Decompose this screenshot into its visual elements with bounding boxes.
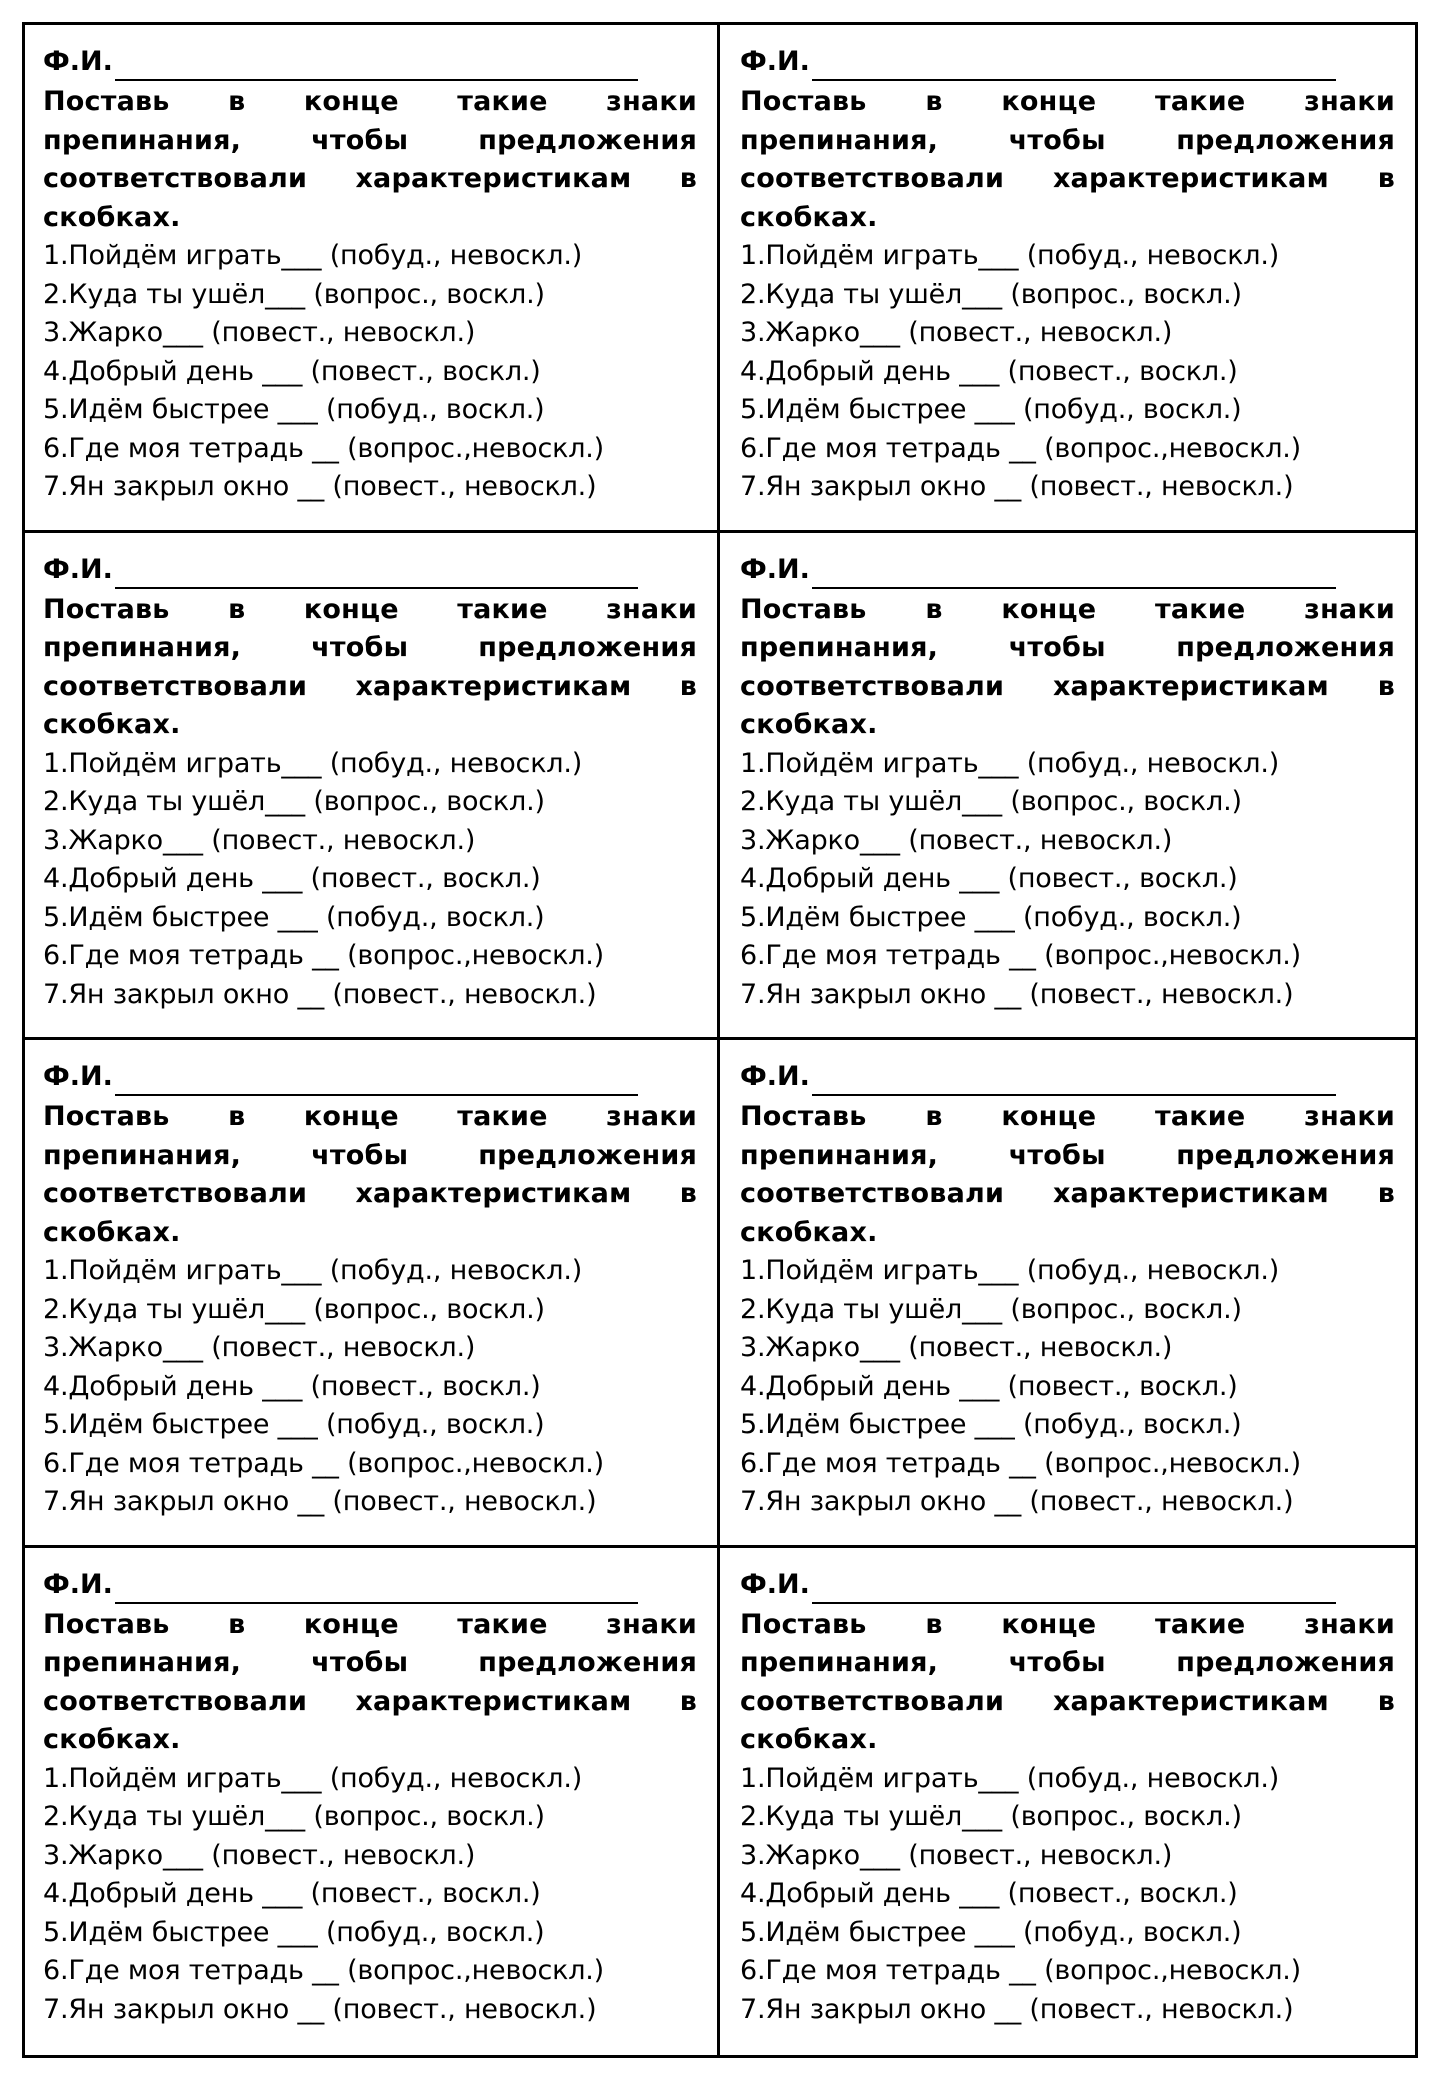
exercise-item: 1.Пойдём играть___ (побуд., невоскл.) xyxy=(740,1255,1280,1286)
exercise-item: 6.Где моя тетрадь __ (вопрос.,невоскл.) xyxy=(43,1447,605,1479)
exercise-item: 1.Пойдём играть___ (побуд., невоскл.) xyxy=(43,240,583,271)
name-blank[interactable] xyxy=(115,1068,638,1096)
instruction-text: Поставь в конце такие знаки препинания, чтобы предложения соответствовали характеристикам в скобках. xyxy=(43,1101,697,1248)
exercise-item: 4.Добрый день ___ (повест., воскл.) xyxy=(740,1878,1238,1909)
exercise-item: 2.Куда ты ушёл___ (вопрос., воскл.) xyxy=(43,278,545,310)
exercise-item: 2.Куда ты ушёл___ (вопрос., воскл.) xyxy=(740,786,1242,817)
exercise-item: 7.Ян закрыл окно __ (повест., невоскл.) xyxy=(740,978,1294,1010)
exercise-item: 4.Добрый день ___ (повест., воскл.) xyxy=(740,863,1238,894)
exercise-item: 4.Добрый день ___ (повест., воскл.) xyxy=(740,1370,1238,1402)
name-blank[interactable] xyxy=(812,1576,1336,1604)
name-line xyxy=(740,1058,1395,1096)
exercise-item: 3.Жарко___ (повест., невоскл.) xyxy=(740,1332,1173,1363)
exercise-item: 1.Пойдём играть___ (побуд., невоскл.) xyxy=(740,747,1280,779)
instruction-text: Поставь в конце такие знаки препинания, чтобы предложения соответствовали характеристикам в скобках. xyxy=(43,1608,697,1755)
exercise-item: 2.Куда ты ушёл___ (вопрос., воскл.) xyxy=(43,786,545,817)
instruction-text: Поставь в конце такие знаки препинания, чтобы предложения соответствовали характеристикам в скобках. xyxy=(740,593,1395,740)
exercise-item: 5.Идём быстрее ___ (побуд., воскл.) xyxy=(740,394,1242,425)
exercise-item: 2.Куда ты ушёл___ (вопрос., воскл.) xyxy=(43,1801,545,1832)
worksheet-card-7 xyxy=(25,1548,720,2056)
name-line xyxy=(740,1566,1395,1604)
name-blank[interactable] xyxy=(115,1576,638,1604)
instruction-text: Поставь в конце такие знаки препинания, чтобы предложения соответствовали характеристикам в скобках. xyxy=(740,86,1395,233)
exercise-item: 1.Пойдём играть___ (побуд., невоскл.) xyxy=(740,240,1280,271)
worksheet-sheet xyxy=(22,22,1418,2058)
instruction-text: Поставь в конце такие знаки препинания, чтобы предложения соответствовали характеристикам в скобках. xyxy=(43,593,697,740)
exercise-item: 2.Куда ты ушёл___ (вопрос., воскл.) xyxy=(43,1293,545,1325)
exercise-item: 3.Жарко___ (повест., невоскл.) xyxy=(740,824,1173,856)
exercise-item: 4.Добрый день ___ (повест., воскл.) xyxy=(43,355,541,387)
exercise-item: 7.Ян закрыл окно __ (повест., невоскл.) xyxy=(43,978,597,1010)
exercise-list xyxy=(43,1760,697,2030)
name-label: Ф.И. xyxy=(740,1061,810,1092)
name-line xyxy=(43,43,697,81)
exercise-item: 6.Где моя тетрадь __ (вопрос.,невоскл.) xyxy=(43,1955,605,1986)
exercise-item: 6.Где моя тетрадь __ (вопрос.,невоскл.) xyxy=(740,432,1302,464)
exercise-item: 4.Добрый день ___ (повест., воскл.) xyxy=(43,863,541,894)
exercise-item: 1.Пойдём играть___ (побуд., невоскл.) xyxy=(43,747,583,779)
exercise-list xyxy=(43,237,697,507)
exercise-item: 4.Добрый день ___ (повест., воскл.) xyxy=(740,355,1238,387)
worksheet-card-8 xyxy=(720,1548,1415,2056)
name-label: Ф.И. xyxy=(740,46,810,77)
exercise-list xyxy=(43,1252,697,1522)
exercise-list xyxy=(740,1252,1395,1522)
name-line xyxy=(43,551,697,589)
exercise-item: 2.Куда ты ушёл___ (вопрос., воскл.) xyxy=(740,1801,1242,1832)
name-line xyxy=(43,1566,697,1604)
instruction-text: Поставь в конце такие знаки препинания, чтобы предложения соответствовали характеристикам в скобках. xyxy=(43,86,697,233)
exercise-item: 5.Идём быстрее ___ (побуд., воскл.) xyxy=(43,394,545,425)
instruction-text: Поставь в конце такие знаки препинания, чтобы предложения соответствовали характеристикам в скобках. xyxy=(740,1101,1395,1248)
exercise-item: 4.Добрый день ___ (повест., воскл.) xyxy=(43,1878,541,1909)
exercise-item: 7.Ян закрыл окно __ (повест., невоскл.) xyxy=(43,471,597,502)
name-label: Ф.И. xyxy=(43,1061,113,1092)
exercise-item: 6.Где моя тетрадь __ (вопрос.,невоскл.) xyxy=(740,1447,1302,1479)
name-line xyxy=(740,43,1395,81)
exercise-item: 7.Ян закрыл окно __ (повест., невоскл.) xyxy=(740,1993,1294,2025)
exercise-item: 3.Жарко___ (повест., невоскл.) xyxy=(740,1839,1173,1871)
exercise-list xyxy=(740,237,1395,507)
exercise-item: 5.Идём быстрее ___ (побуд., воскл.) xyxy=(740,1916,1242,1948)
exercise-item: 3.Жарко___ (повест., невоскл.) xyxy=(740,317,1173,348)
worksheet-card-6 xyxy=(720,1040,1415,1548)
exercise-list xyxy=(740,1760,1395,2030)
exercise-item: 5.Идём быстрее ___ (побуд., воскл.) xyxy=(43,1916,545,1948)
exercise-list xyxy=(43,745,697,1015)
exercise-item: 1.Пойдём играть___ (побуд., невоскл.) xyxy=(740,1762,1280,1794)
name-blank[interactable] xyxy=(812,53,1336,81)
exercise-list xyxy=(740,745,1395,1015)
exercise-item: 3.Жарко___ (повест., невоскл.) xyxy=(43,1332,476,1363)
exercise-item: 5.Идём быстрее ___ (побуд., воскл.) xyxy=(43,1409,545,1440)
exercise-item: 7.Ян закрыл окно __ (повест., невоскл.) xyxy=(740,471,1294,502)
worksheet-card-4 xyxy=(720,533,1415,1041)
exercise-item: 1.Пойдём играть___ (побуд., невоскл.) xyxy=(43,1762,583,1794)
exercise-item: 4.Добрый день ___ (повест., воскл.) xyxy=(43,1370,541,1402)
worksheet-card-5 xyxy=(25,1040,720,1548)
name-blank[interactable] xyxy=(115,561,638,589)
worksheet-card-3 xyxy=(25,533,720,1041)
name-blank[interactable] xyxy=(812,1068,1336,1096)
exercise-item: 7.Ян закрыл окно __ (повест., невоскл.) xyxy=(740,1486,1294,1517)
exercise-item: 5.Идём быстрее ___ (побуд., воскл.) xyxy=(740,901,1242,933)
name-line xyxy=(740,551,1395,589)
name-label: Ф.И. xyxy=(43,1568,113,1600)
exercise-item: 2.Куда ты ушёл___ (вопрос., воскл.) xyxy=(740,1293,1242,1325)
exercise-item: 3.Жарко___ (повест., невоскл.) xyxy=(43,1839,476,1871)
exercise-item: 1.Пойдём играть___ (побуд., невоскл.) xyxy=(43,1255,583,1286)
exercise-item: 3.Жарко___ (повест., невоскл.) xyxy=(43,317,476,348)
name-blank[interactable] xyxy=(812,561,1336,589)
exercise-item: 6.Где моя тетрадь __ (вопрос.,невоскл.) xyxy=(740,940,1302,971)
exercise-item: 6.Где моя тетрадь __ (вопрос.,невоскл.) xyxy=(43,432,605,464)
name-label: Ф.И. xyxy=(43,553,113,585)
exercise-item: 5.Идём быстрее ___ (побуд., воскл.) xyxy=(740,1409,1242,1440)
instruction-text: Поставь в конце такие знаки препинания, чтобы предложения соответствовали характеристикам в скобках. xyxy=(740,1608,1395,1755)
name-blank[interactable] xyxy=(115,53,638,81)
name-label: Ф.И. xyxy=(740,1568,810,1600)
exercise-item: 6.Где моя тетрадь __ (вопрос.,невоскл.) xyxy=(43,940,605,971)
exercise-item: 7.Ян закрыл окно __ (повест., невоскл.) xyxy=(43,1993,597,2025)
exercise-item: 6.Где моя тетрадь __ (вопрос.,невоскл.) xyxy=(740,1955,1302,1986)
name-label: Ф.И. xyxy=(740,553,810,585)
exercise-item: 3.Жарко___ (повест., невоскл.) xyxy=(43,824,476,856)
name-label: Ф.И. xyxy=(43,46,113,77)
exercise-item: 5.Идём быстрее ___ (побуд., воскл.) xyxy=(43,901,545,933)
name-line xyxy=(43,1058,697,1096)
exercise-item: 7.Ян закрыл окно __ (повест., невоскл.) xyxy=(43,1486,597,1517)
worksheet-card-1 xyxy=(25,25,720,533)
worksheet-card-2 xyxy=(720,25,1415,533)
exercise-item: 2.Куда ты ушёл___ (вопрос., воскл.) xyxy=(740,278,1242,310)
